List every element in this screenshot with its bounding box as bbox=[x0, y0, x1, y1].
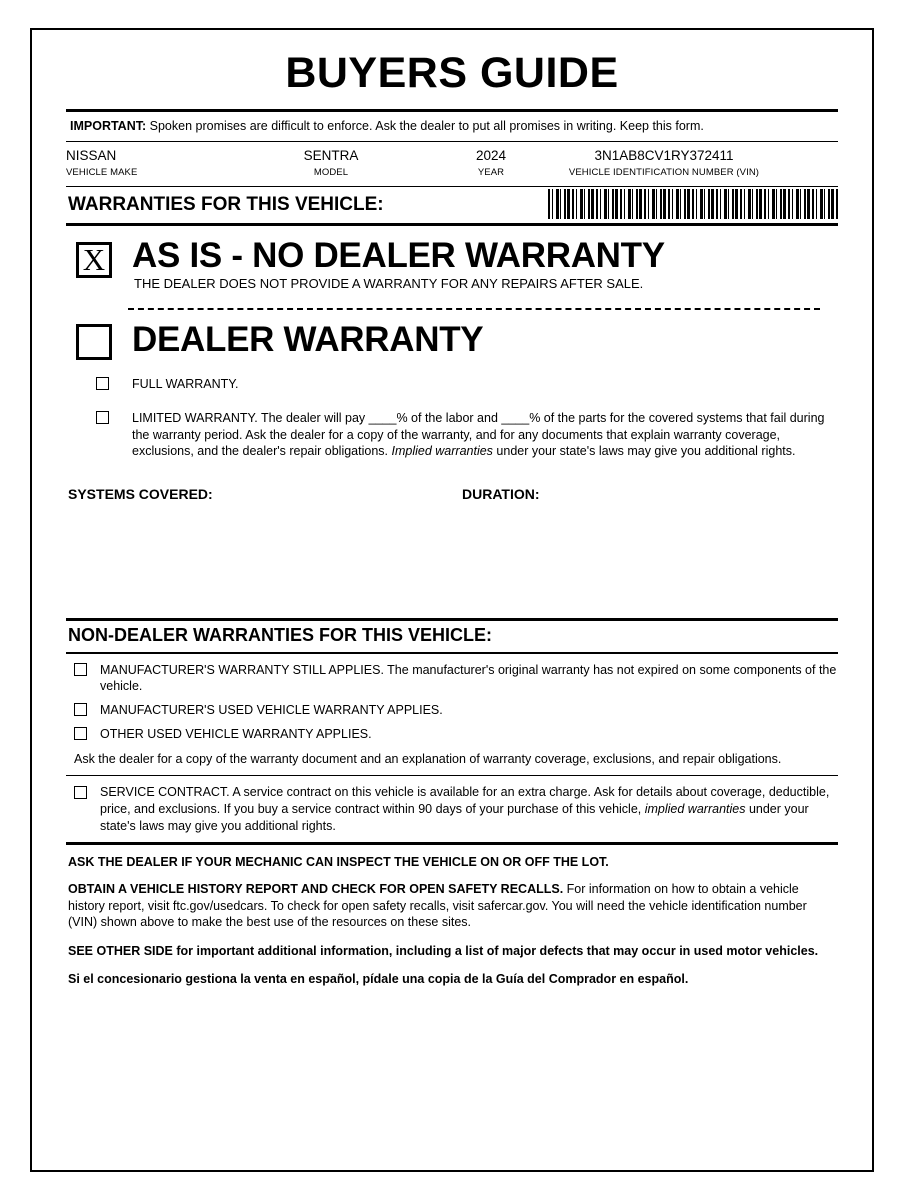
as-is-subtext: THE DEALER DOES NOT PROVIDE A WARRANTY FOR ANY REPAIRS AFTER SALE. bbox=[134, 276, 644, 291]
divider-nondealer-head bbox=[66, 652, 838, 654]
nd-label-used-vehicle-warranty: MANUFACTURER'S USED VEHICLE WARRANTY APPLIES. bbox=[100, 703, 443, 717]
important-text: Spoken promises are difficult to enforce. Ask the dealer to put all promises in writing. Keep this form. bbox=[149, 119, 704, 133]
limited-warranty-row bbox=[66, 410, 838, 460]
nd-checkbox-manufacturer-warranty[interactable] bbox=[74, 663, 87, 676]
divider-warranties bbox=[66, 223, 838, 226]
non-dealer-header: NON-DEALER WARRANTIES FOR THIS VEHICLE: bbox=[68, 624, 493, 645]
vehicle-vin-value: 3N1AB8CV1RY372411 bbox=[594, 148, 734, 163]
footer-history bbox=[66, 881, 838, 931]
dealer-warranty-section bbox=[66, 322, 838, 370]
warranties-header: WARRANTIES FOR THIS VEHICLE: bbox=[68, 194, 384, 215]
systems-covered-label: SYSTEMS COVERED: bbox=[68, 485, 213, 502]
limited-warranty-italic: Implied warranties bbox=[391, 444, 493, 458]
footer-inspect: ASK THE DEALER IF YOUR MECHANIC CAN INSPECT THE VEHICLE ON OR OFF THE LOT. bbox=[68, 855, 609, 870]
buyers-guide-form bbox=[30, 28, 874, 1172]
full-warranty-label: FULL WARRANTY. bbox=[132, 377, 239, 391]
nd-checkbox-used-vehicle-warranty[interactable] bbox=[74, 703, 87, 716]
divider-footer-top bbox=[66, 842, 838, 845]
nd-item-manufacturer-warranty bbox=[66, 662, 838, 695]
vehicle-model-value: SENTRA bbox=[303, 148, 359, 163]
duration-label: DURATION: bbox=[462, 485, 540, 502]
limited-warranty-text bbox=[132, 411, 824, 458]
footer-history-bold: OBTAIN A VEHICLE HISTORY REPORT AND CHECK FOR OPEN SAFETY RECALLS. bbox=[68, 882, 564, 897]
as-is-checkbox[interactable]: X bbox=[76, 242, 112, 278]
non-dealer-note: Ask the dealer for a copy of the warranty document and an explanation of warranty coverage, exclusions, and repair obligations. bbox=[74, 751, 782, 766]
dealer-warranty-checkbox[interactable] bbox=[76, 324, 112, 360]
vehicle-info-row bbox=[66, 148, 838, 186]
full-warranty-row bbox=[66, 376, 838, 398]
important-notice bbox=[66, 112, 838, 141]
service-contract-italic: implied warranties bbox=[644, 801, 746, 816]
full-warranty-checkbox[interactable] bbox=[96, 377, 109, 390]
as-is-section bbox=[66, 236, 838, 302]
systems-duration-row bbox=[66, 486, 838, 508]
service-contract-part1: SERVICE CONTRACT. A service contract on this vehicle is available for an extra charge. Ask for details about coverage, deductible, price, and exclusions. If you buy a service contract within 90 days of your purchase of this vehicle, bbox=[100, 784, 830, 816]
footer-other-side-bold: SEE OTHER SIDE bbox=[68, 943, 173, 958]
limited-warranty-part1: LIMITED WARRANTY. The dealer will pay ____% of the labor and ____% of the parts for the covered systems that fail during the warranty period. Ask the dealer for a copy of the warranty, and for any documents that explain warranty coverage, exclusions, and the dealer's repair obligations. bbox=[132, 411, 825, 458]
vehicle-make-value: NISSAN bbox=[66, 148, 117, 163]
nd-checkbox-other-used-warranty[interactable] bbox=[74, 727, 87, 740]
nd-label-manufacturer-warranty: MANUFACTURER'S WARRANTY STILL APPLIES. The manufacturer's original warranty has not expired on some components of the vehicle. bbox=[100, 662, 837, 693]
service-contract-text bbox=[100, 785, 829, 833]
service-contract-checkbox[interactable] bbox=[74, 786, 87, 799]
divider-dashed bbox=[128, 308, 820, 310]
footer-spanish bbox=[66, 971, 838, 988]
warranties-header-row bbox=[66, 189, 838, 223]
footer-spanish-text: Si el concesionario gestiona la venta en español, pídale una copia de la Guía del Comprador en español. bbox=[68, 972, 689, 987]
limited-warranty-part2: under your state's laws may give you additional rights. bbox=[492, 444, 796, 458]
systems-write-in-area[interactable] bbox=[66, 508, 838, 618]
vin-barcode bbox=[548, 189, 838, 219]
footer-other-side-text: for important additional information, including a list of major defects that may occur in used motor vehicles. bbox=[172, 943, 819, 958]
service-contract-part2: under your state's laws may give you additional rights. bbox=[100, 801, 809, 833]
as-is-heading: AS IS - NO DEALER WARRANTY bbox=[132, 236, 665, 275]
vehicle-model-label: MODEL bbox=[313, 167, 349, 178]
nd-label-other-used-warranty: OTHER USED VEHICLE WARRANTY APPLIES. bbox=[100, 727, 372, 742]
vehicle-year-label: YEAR bbox=[477, 167, 505, 178]
page-title: BUYERS GUIDE bbox=[285, 49, 619, 97]
divider-important bbox=[66, 141, 838, 142]
limited-warranty-checkbox[interactable] bbox=[96, 411, 109, 424]
footer-history-text: For information on how to obtain a vehicle history report, visit ftc.gov/usedcars. To check for open safety recalls, visit safercar.gov. You will need the vehicle identification number (VIN) shown above to make the best use of the resources on these sites. bbox=[68, 882, 807, 930]
vehicle-year-value: 2024 bbox=[475, 148, 507, 163]
footer-other-side bbox=[66, 943, 838, 960]
dealer-warranty-heading: DEALER WARRANTY bbox=[132, 320, 484, 359]
nd-item-other-used-warranty bbox=[66, 726, 838, 742]
service-contract-row bbox=[66, 776, 838, 843]
vehicle-vin-label: VEHICLE IDENTIFICATION NUMBER (VIN) bbox=[568, 167, 760, 178]
vehicle-make-label: VEHICLE MAKE bbox=[66, 167, 138, 178]
divider-vehicle bbox=[66, 186, 838, 187]
important-label: IMPORTANT: bbox=[70, 119, 147, 133]
nd-item-used-vehicle-warranty bbox=[66, 702, 838, 718]
